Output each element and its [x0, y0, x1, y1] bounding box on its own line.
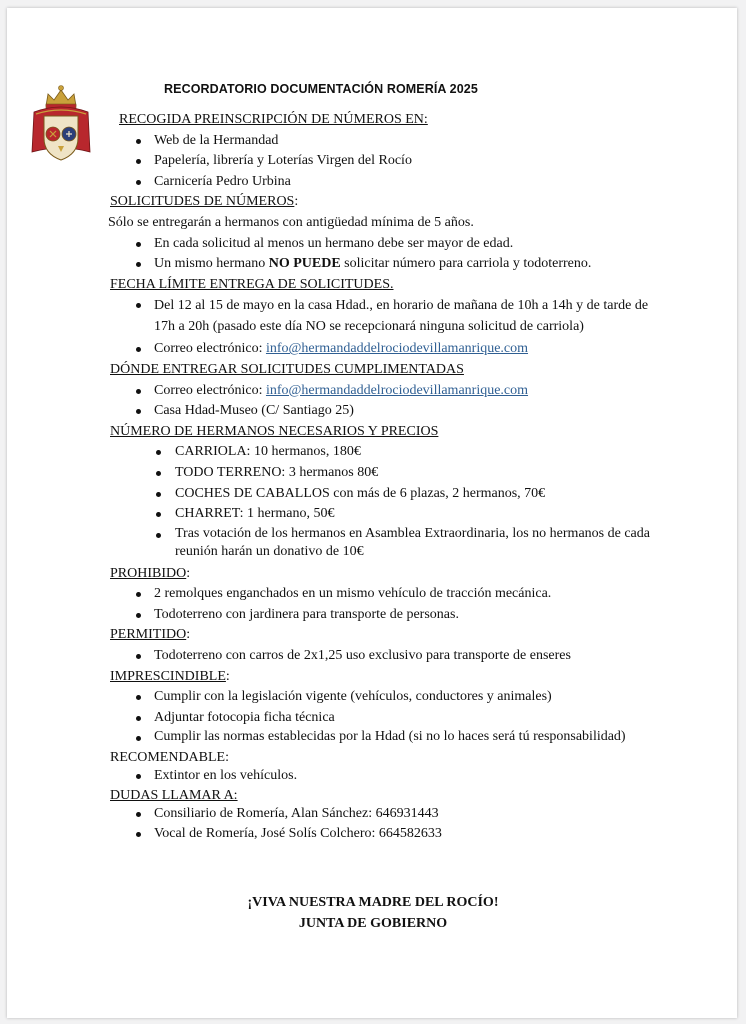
section-heading-precios: NÚMERO DE HERMANOS NECESARIOS Y PRECIOS: [110, 423, 439, 439]
section-heading-recomendable: RECOMENDABLE:: [110, 749, 229, 765]
list-item: Todoterreno con carros de 2x1,25 uso exclusivo para transporte de enseres: [110, 646, 670, 667]
section-heading-solicitudes: SOLICITUDES DE NÚMEROS:: [110, 194, 299, 210]
list-item: Cumplir las normas establecidas por la Hdad (si no lo haces será tú responsabilidad): [110, 728, 670, 747]
list-item: TODO TERRENO: 3 hermanos 80€: [110, 463, 670, 484]
list-item: Adjuntar fotocopia ficha técnica: [110, 708, 670, 729]
precios-list: [110, 442, 670, 561]
document-title: RECORDATORIO DOCUMENTACIÓN ROMERÍA 2025: [164, 82, 478, 96]
section-heading-fecha: FECHA LÍMITE ENTREGA DE SOLICITUDES.: [110, 276, 394, 292]
document-body: [110, 110, 670, 845]
prohibido-list: [110, 584, 670, 625]
dudas-list: [110, 804, 670, 845]
list-item: Cumplir con la legislación vigente (vehículos, conductores y animales): [110, 687, 670, 708]
solicitudes-intro: Sólo se entregarán a hermanos con antigüedad mínima de 5 años.: [108, 214, 474, 230]
list-item: CARRIOLA: 10 hermanos, 180€: [110, 442, 670, 463]
section-heading-dudas: DUDAS LLAMAR A:: [110, 787, 238, 803]
list-item: Extintor en los vehículos.: [110, 766, 670, 787]
recomendable-list: [110, 766, 670, 787]
section-heading-recogida: RECOGIDA PREINSCRIPCIÓN DE NÚMEROS EN:: [119, 112, 428, 127]
imprescindible-list: [110, 687, 670, 747]
recogida-list: [110, 131, 670, 193]
list-item: COCHES DE CABALLOS con más de 6 plazas, 2 hermanos, 70€: [110, 484, 670, 505]
email-link[interactable]: info@hermandaddelrociodevillamanrique.com: [265, 341, 529, 357]
list-item: En cada solicitud al menos un hermano debe ser mayor de edad.: [110, 234, 670, 255]
section-heading-donde: DÓNDE ENTREGAR SOLICITUDES CUMPLIMENTADAS: [110, 361, 464, 377]
solicitudes-list: [110, 234, 670, 275]
section-heading-permitido: PERMITIDO:: [110, 627, 191, 643]
list-item: Papelería, librería y Loterías Virgen del Rocío: [110, 151, 670, 172]
footer-signature: JUNTA DE GOBIERNO: [298, 916, 448, 931]
list-item: Vocal de Romería, José Solís Colchero: 664582633: [110, 824, 670, 845]
donde-list: [110, 381, 670, 422]
list-item: Web de la Hermandad: [110, 131, 670, 152]
section-heading-imprescindible: IMPRESCINDIBLE:: [110, 668, 230, 684]
list-item: Casa Hdad-Museo (C/ Santiago 25): [110, 401, 670, 422]
list-item: Carnicería Pedro Urbina: [110, 172, 670, 193]
list-item: Del 12 al 15 de mayo en la casa Hdad., en horario de mañana de 10h a 14h y de tarde de 17h a 20h (pasado este día NO se recepcionará ninguna solicitud de carriola): [110, 295, 670, 337]
list-item: CHARRET: 1 hermano, 50€: [110, 504, 670, 525]
email-link[interactable]: info@hermandaddelrociodevillamanrique.com: [265, 382, 529, 398]
list-item: Correo electrónico: info@hermandaddelrociodevillamanrique.com: [110, 339, 670, 360]
section-heading-prohibido: PROHIBIDO:: [110, 565, 191, 581]
permitido-list: [110, 646, 670, 667]
list-item: Consiliario de Romería, Alan Sánchez: 646931443: [110, 804, 670, 825]
list-item: Todoterreno con jardinera para transporte de personas.: [110, 605, 670, 626]
list-item: Tras votación de los hermanos en Asamblea Extraordinaria, los no hermanos de cada reunión harán un donativo de 10€: [110, 525, 670, 562]
list-item: Un mismo hermano NO PUEDE solicitar número para carriola y todoterreno.: [110, 254, 670, 275]
fecha-list: [110, 295, 670, 360]
list-item: Correo electrónico: info@hermandaddelrociodevillamanrique.com: [110, 381, 670, 402]
list-item: 2 remolques enganchados en un mismo vehículo de tracción mecánica.: [110, 584, 670, 605]
footer-acclamation: ¡VIVA NUESTRA MADRE DEL ROCÍO!: [247, 895, 499, 910]
brotherhood-crest-icon: [30, 82, 92, 168]
